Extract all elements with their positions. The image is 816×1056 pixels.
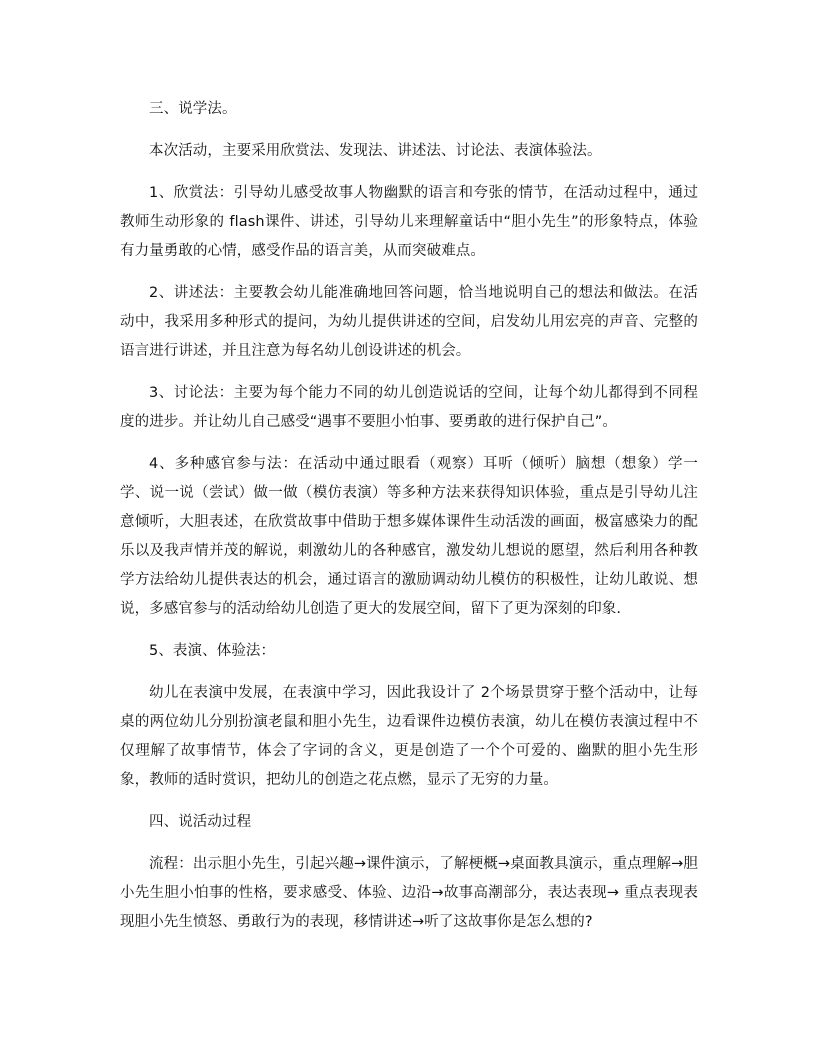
paragraph-methods-overview: 本次活动，主要采用欣赏法、发现法、讲述法、讨论法、表演体验法。 <box>149 143 602 159</box>
section-heading-activity-process: 四、说活动过程 <box>149 814 252 830</box>
paragraph-discussion-method: 3、讨论法：主要为每个能力不同的幼儿创造说话的空间，让每个幼儿都得到不同程度的进步。并让幼儿自己感受“遇事不要胆小怕事、要勇敢的进行保护自己”。 <box>120 385 698 430</box>
paragraph-narration-method: 2、讲述法：主要教会幼儿能准确地回答问题，恰当地说明自己的想法和做法。在活动中，我采用多种形式的提问，为幼儿提供讲述的空间，启发幼儿用宏亮的声音、完整的语言进行讲述，并且注意为每名幼儿创设讲述的机会。 <box>120 285 698 359</box>
paragraph-performance-method-body: 幼儿在表演中发展，在表演中学习，因此我设计了 2个场景贯穿于整个活动中，让每桌的两位幼儿分别扮演老鼠和胆小先生，边看课件边模仿表演，幼儿在模仿表演过程中不仅理解了故事情节，体会了字词的含义，更是创造了一个个可爱的、幽默的胆小先生形象，教师的适时赏识，把幼儿的创造之花点燃，显示了无穷的力量。 <box>120 685 698 788</box>
paragraph-performance-method-title: 5、表演、体验法： <box>149 643 276 659</box>
section-heading-study-methods: 三、说学法。 <box>149 101 237 117</box>
document-body <box>120 95 698 937</box>
paragraph-appreciation-method: 1、欣赏法：引导幼儿感受故事人物幽默的语言和夸张的情节，在活动过程中，通过教师生动形象的 flash课件、讲述，引导幼儿来理解童话中“胆小先生”的形象特点，体验有力量勇敢的心情，感受作品的语言美，从而突破难点。 <box>120 185 698 259</box>
paragraph-process-flow: 流程：出示胆小先生，引起兴趣→课件演示，了解梗概→桌面教具演示，重点理解→胆小先生胆小怕事的性格，要求感受、体验、边沿→故事高潮部分，表达表现→ 重点表现表现胆小先生愤怒、勇敢行为的表现，移情讲述→听了这故事你是怎么想的? <box>120 856 698 930</box>
paragraph-multi-sensory-method: 4、多种感官参与法：在活动中通过眼看（观察）耳听（倾听）脑想（想象）学一学、说一说（尝试）做一做（模仿表演）等多种方法来获得知识体验，重点是引导幼儿注意倾听，大胆表述，在欣赏故事中借助于想多媒体课件生动活泼的画面，极富感染力的配乐以及我声情并茂的解说，刺激幼儿的各种感官，激发幼儿想说的愿望，然后利用各种教学方法给幼儿提供表达的机会，通过语言的激励调动幼儿模仿的积极性，让幼儿敢说、想说，多感官参与的活动给幼儿创造了更大的发展空间，留下了更为深刻的印象. <box>120 456 698 617</box>
